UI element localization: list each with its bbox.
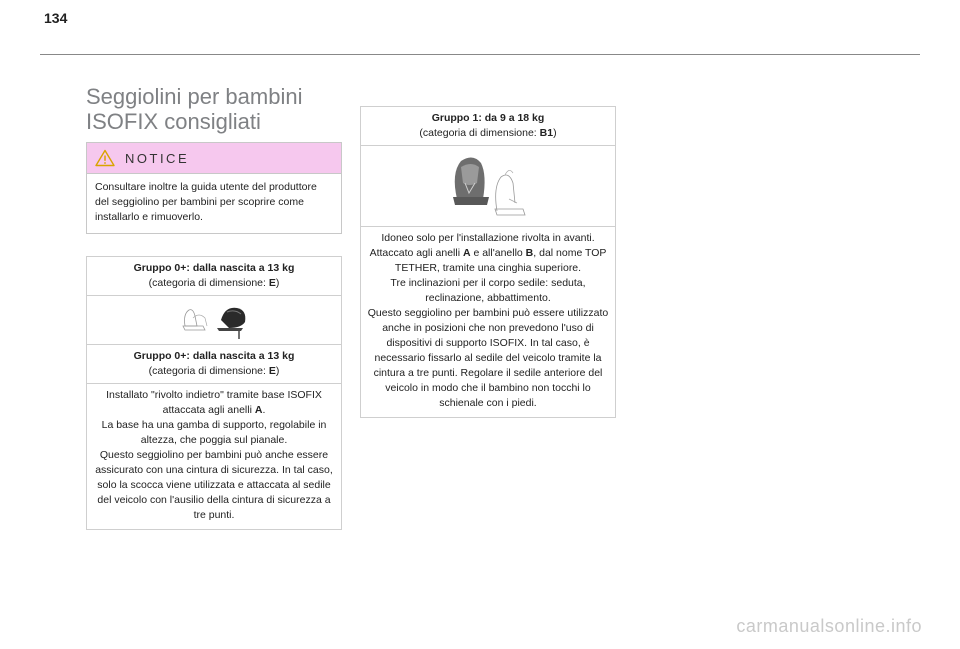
notice-box [86, 142, 342, 234]
warning-triangle-icon [95, 149, 115, 167]
page-number: 134 [44, 10, 68, 26]
group-1-illustration [361, 146, 615, 227]
group-0-desc-belt: Questo seggiolino per bambini può anche essere assicurato con una cintura di sicurezza. In tal caso, solo la scocca viene utilizzata e attaccata al sedile del veicolo con l'ausilio della cintura di sicurezza a tre punti. [95, 449, 333, 521]
section-title [86, 84, 346, 134]
group-0-title: Gruppo 0+: dalla nascita a 13 kg [133, 262, 295, 274]
group-1-description [361, 227, 615, 417]
forward-facing-seat-icon [443, 153, 533, 219]
header-divider [40, 54, 920, 55]
group-1-desc-recline: Tre inclinazioni per il corpo sedile: seduta, reclinazione, abbattimento. [390, 277, 586, 304]
notice-label: NOTICE [125, 150, 190, 166]
group-0-header-repeat [87, 345, 341, 384]
section-title-line-2: ISOFIX consigliati [86, 109, 261, 134]
group-1-desc-forward: Idoneo solo per l'installazione rivolta in avanti. [381, 232, 595, 244]
group-0-category-repeat: (categoria di dimensione: E) [148, 365, 280, 377]
group-1-desc-belt: Questo seggiolino per bambini può essere utilizzato anche in posizioni che non prevedono l'uso di dispositivi di supporto ISOFIX. In tal caso, è necessario fissarlo al sedile del veicolo tramite la cintura a tre punti. Regolare il sedile anteriore del veicolo in modo che il bambino non tocchi lo schienale con i piedi. [367, 307, 609, 409]
group-0-category: (categoria di dimensione: E) [148, 277, 280, 289]
group-1-header [361, 107, 615, 146]
group-1-title: Gruppo 1: da 9 a 18 kg [431, 112, 545, 124]
group-0-desc-install: Installato "rivolto indietro" tramite base ISOFIX attaccata agli anelli A. [106, 389, 322, 416]
group-0-description [87, 384, 341, 529]
group-0-box [86, 256, 342, 530]
group-0-desc-leg: La base ha una gamba di supporto, regolabile in altezza, che poggia sul pianale. [101, 419, 327, 446]
group-1-category: (categoria di dimensione: B1) [419, 127, 557, 139]
rear-facing-seat-with-isofix-base-icon [177, 300, 251, 340]
site-watermark: carmanualsonline.info [736, 616, 922, 636]
group-1-box [360, 106, 616, 418]
notice-header [87, 143, 341, 174]
group-0-title-repeat: Gruppo 0+: dalla nascita a 13 kg [133, 350, 295, 362]
group-1-desc-anchors: Attaccato agli anelli A e all'anello B, dal nome TOP TETHER, tramite una cinghia superiore. [369, 247, 607, 274]
group-0-header [87, 257, 341, 296]
section-title-line-1: Seggiolini per bambini [86, 84, 303, 109]
notice-text: Consultare inoltre la guida utente del produttore del seggiolino per bambini per scoprire come installarlo e rimuoverlo. [95, 181, 317, 223]
group-0-illustration [87, 296, 341, 345]
